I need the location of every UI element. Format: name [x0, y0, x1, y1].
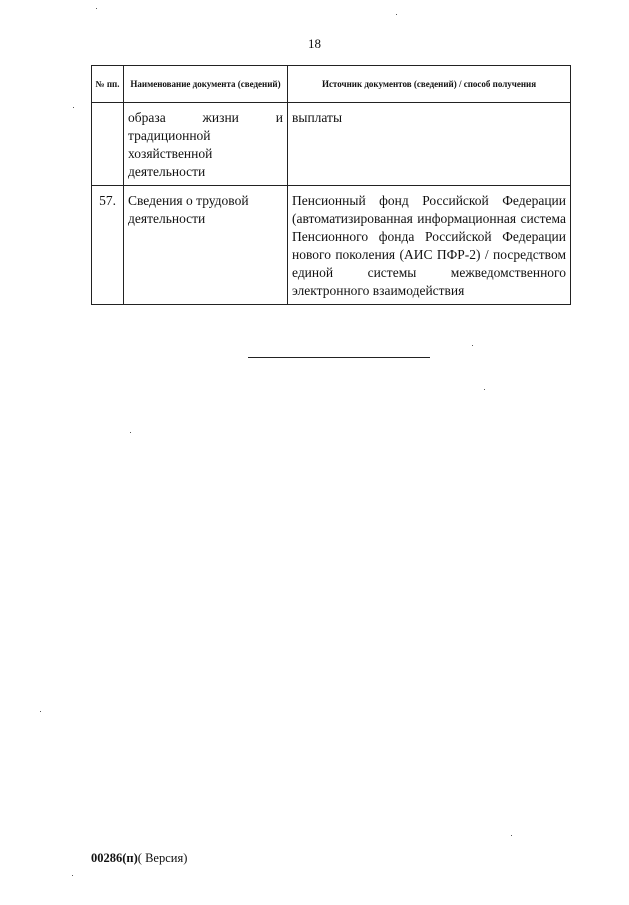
document-version: ( Версия)	[137, 851, 188, 865]
table-row	[92, 186, 571, 305]
scan-speck	[73, 107, 74, 108]
documents-table	[91, 65, 571, 305]
document-code	[91, 851, 187, 866]
scan-speck	[396, 14, 397, 15]
row-source: Пенсионный фонд Российской Федерации (автоматизированная информационная система Пенсионного фонда Российской Федерации нового поколения (АИС ПФР-2) / посредством единой системы межведомственного электронного взаимодействия	[288, 186, 571, 305]
document-code-number: 00286(п)	[91, 851, 138, 865]
scan-speck	[130, 432, 131, 433]
header-source: Источник документов (сведений) / способ получения	[288, 66, 571, 103]
header-number: № пп.	[92, 66, 124, 103]
row-document-name: образа жизни и традиционной хозяйственной деятельности	[124, 103, 288, 186]
scan-speck	[511, 835, 512, 836]
table-row	[92, 103, 571, 186]
row-number	[92, 103, 124, 186]
scan-speck	[40, 711, 41, 712]
page-number: 18	[308, 36, 321, 51]
end-of-list-line	[248, 357, 430, 358]
scan-speck	[72, 875, 73, 876]
table-header-row	[92, 66, 571, 103]
row-document-name: Сведения о трудовой деятельности	[124, 186, 288, 305]
scan-speck	[96, 8, 97, 9]
row-source: выплаты	[288, 103, 571, 186]
scan-speck	[484, 389, 485, 390]
header-document-name: Наименование документа (сведений)	[124, 66, 288, 103]
scan-speck	[472, 345, 473, 346]
row-number: 57.	[92, 186, 124, 305]
